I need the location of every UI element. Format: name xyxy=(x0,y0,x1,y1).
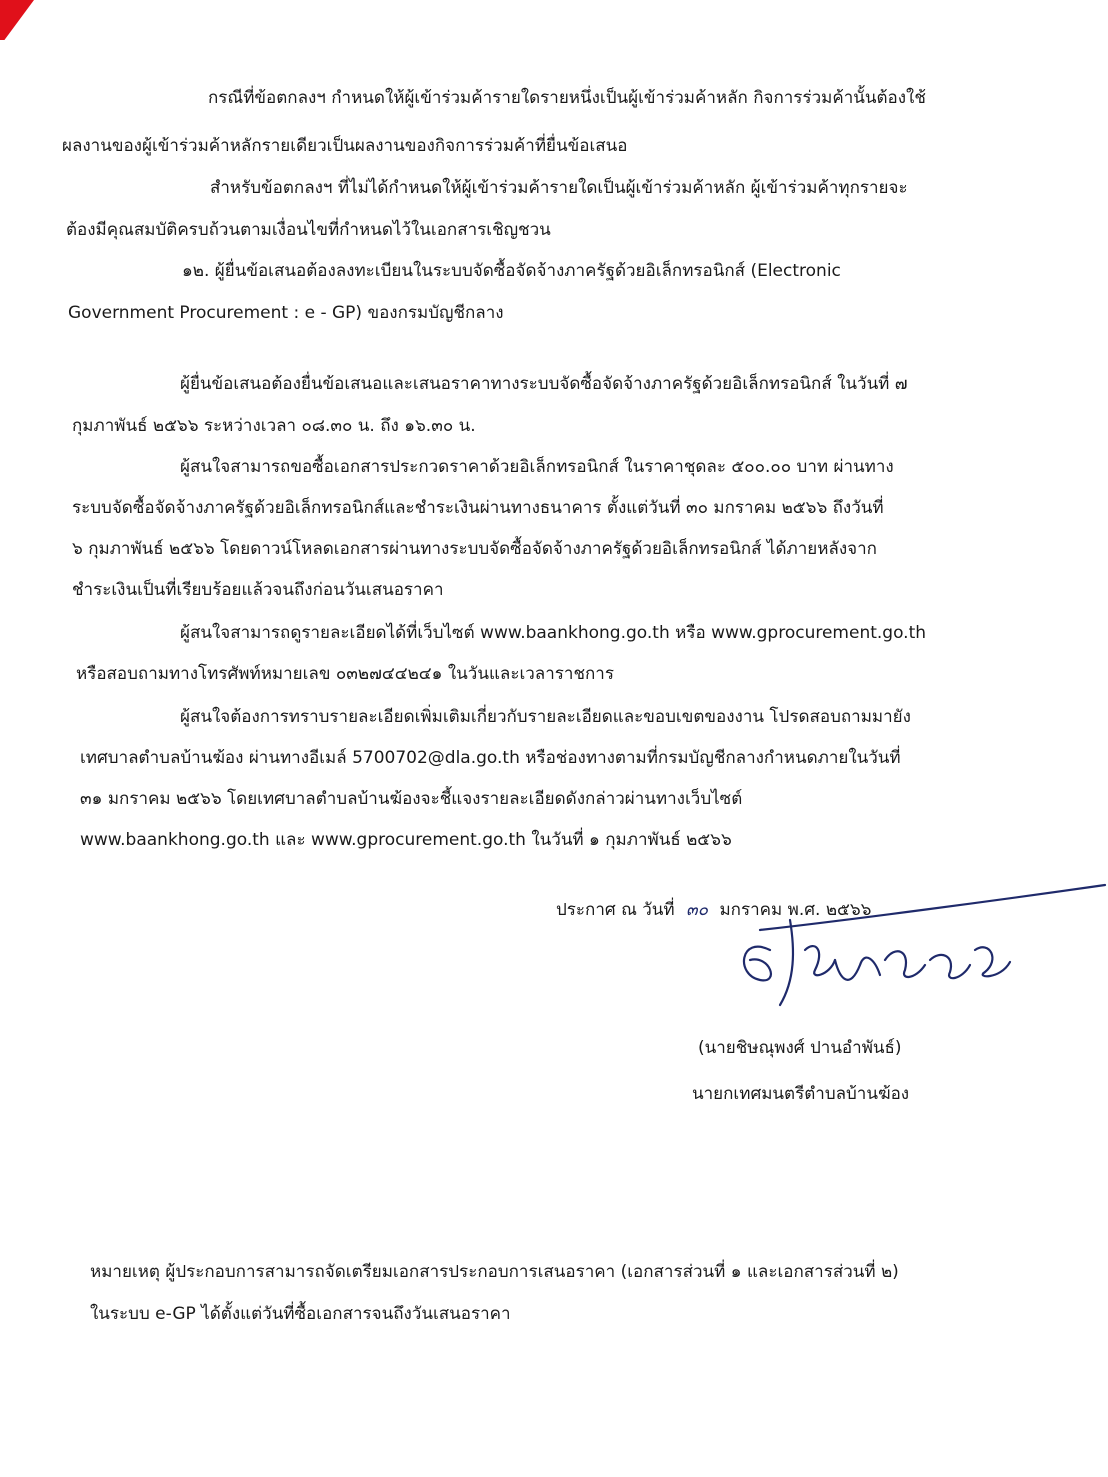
handwritten-signature xyxy=(700,880,1108,1020)
para7-line2: เทศบาลตำบลบ้านฆ้อง ผ่านทางอีเมล์ 5700702@dla.go.th หรือช่องทางตามที่กรมบัญชีกลางกำหนดภายในวันที่ xyxy=(80,748,901,768)
para7-line4: www.baankhong.go.th และ www.gprocurement.go.th ในวันที่ ๑ กุมภาพันธ์ ๒๕๖๖ xyxy=(80,830,732,850)
announce-suffix: มกราคม พ.ศ. ๒๕๖๖ xyxy=(719,900,872,920)
red-corner-mark xyxy=(0,0,40,40)
para3-line2: Government Procurement : e - GP) ของกรมบัญชีกลาง xyxy=(68,303,504,323)
para5-line4: ชำระเงินเป็นที่เรียบร้อยแล้วจนถึงก่อนวันเสนอราคา xyxy=(72,580,444,600)
para2-line2: ต้องมีคุณสมบัติครบถ้วนตามเงื่อนไขที่กำหนดไว้ในเอกสารเชิญชวน xyxy=(66,220,551,240)
para5-line2: ระบบจัดซื้อจัดจ้างภาครัฐด้วยอิเล็กทรอนิกส์และชำระเงินผ่านทางธนาคาร ตั้งแต่วันที่ ๓๐ มกราคม ๒๕๖๖ ถึงวันที่ xyxy=(72,498,884,518)
signatory-name: (นายชิษณุพงศ์ ปานอำพันธ์) xyxy=(698,1038,902,1058)
para6-line1: ผู้สนใจสามารถดูรายละเอียดได้ที่เว็บไซต์ www.baankhong.go.th หรือ www.gprocurement.go.th xyxy=(180,623,927,643)
para7-line1: ผู้สนใจต้องการทราบรายละเอียดเพิ่มเติมเกี่ยวกับรายละเอียดและขอบเขตของงาน โปรดสอบถามมายัง xyxy=(180,707,911,727)
para4-line2: กุมภาพันธ์ ๒๕๖๖ ระหว่างเวลา ๐๘.๓๐ น. ถึง ๑๖.๓๐ น. xyxy=(72,416,476,436)
para1-line2: ผลงานของผู้เข้าร่วมค้าหลักรายเดียวเป็นผลงานของกิจการร่วมค้าที่ยื่นข้อเสนอ xyxy=(62,136,628,156)
para6-line2: หรือสอบถามทางโทรศัพท์หมายเลข ๐๓๒๗๔๔๒๔๑ ในวันและเวลาราชการ xyxy=(76,664,614,684)
para4-line1: ผู้ยื่นข้อเสนอต้องยื่นข้อเสนอและเสนอราคาทางระบบจัดซื้อจัดจ้างภาครัฐด้วยอิเล็กทรอนิกส์ ในวันที่ ๗ xyxy=(180,374,908,394)
note-line2: ในระบบ e-GP ได้ตั้งแต่วันที่ซื้อเอกสารจนถึงวันเสนอราคา xyxy=(90,1304,511,1324)
para5-line1: ผู้สนใจสามารถขอซื้อเอกสารประกวดราคาด้วยอิเล็กทรอนิกส์ ในราคาชุดละ ๕๐๐.๐๐ บาท ผ่านทาง xyxy=(180,457,894,477)
announce-prefix: ประกาศ ณ วันที่ xyxy=(556,900,675,920)
announce-day: ๓๐ xyxy=(686,900,709,920)
para3-line1: ๑๒. ผู้ยื่นข้อเสนอต้องลงทะเบียนในระบบจัดซื้อจัดจ้างภาครัฐด้วยอิเล็กทรอนิกส์ (Electronic xyxy=(182,261,841,281)
para1-line1: กรณีที่ข้อตกลงฯ กำหนดให้ผู้เข้าร่วมค้ารายใดรายหนึ่งเป็นผู้เข้าร่วมค้าหลัก กิจการร่วมค้านั้นต้องใช้ xyxy=(208,88,926,108)
para5-line3: ๖ กุมภาพันธ์ ๒๕๖๖ โดยดาวน์โหลดเอกสารผ่านทางระบบจัดซื้อจัดจ้างภาครัฐด้วยอิเล็กทรอนิกส์ ได้ภายหลังจาก xyxy=(72,539,877,559)
para2-line1: สำหรับข้อตกลงฯ ที่ไม่ได้กำหนดให้ผู้เข้าร่วมค้ารายใดเป็นผู้เข้าร่วมค้าหลัก ผู้เข้าร่วมค้าทุกรายจะ xyxy=(210,178,908,198)
para7-line3: ๓๑ มกราคม ๒๕๖๖ โดยเทศบาลตำบลบ้านฆ้องจะชี้แจงรายละเอียดดังกล่าวผ่านทางเว็บไซต์ xyxy=(80,789,743,809)
signatory-position: นายกเทศมนตรีตำบลบ้านฆ้อง xyxy=(692,1084,910,1104)
note-line1: หมายเหตุ ผู้ประกอบการสามารถจัดเตรียมเอกสารประกอบการเสนอราคา (เอกสารส่วนที่ ๑ และเอกสารส่วนที่ ๒) xyxy=(90,1262,899,1282)
